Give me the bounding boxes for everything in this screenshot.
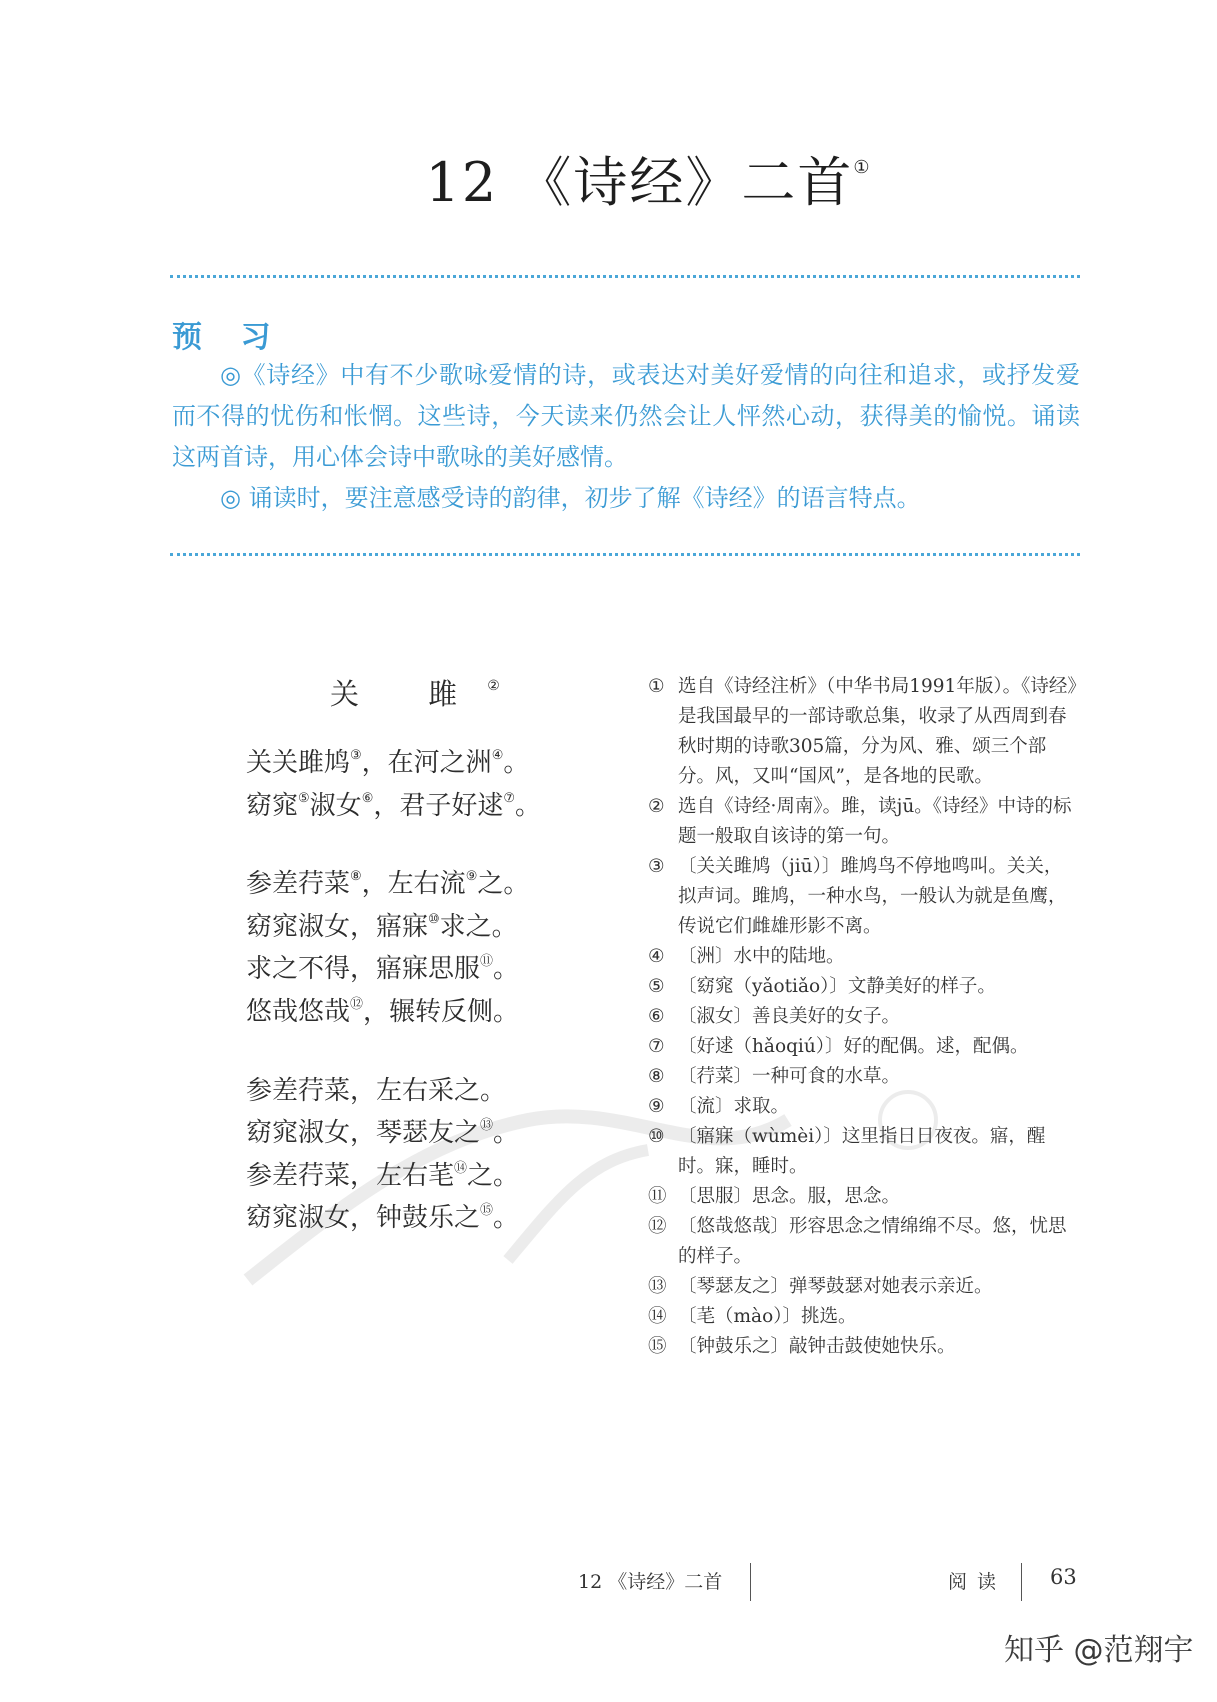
footnote-item xyxy=(648,1272,1080,1302)
poem-text: 窈窕淑女，琴瑟友之 xyxy=(246,1118,481,1148)
poem-note-mark: ⑫ xyxy=(350,997,364,1012)
footnote-text: 〔芼（mào）〕挑选。 xyxy=(678,1306,857,1327)
poem-line xyxy=(246,1112,519,1149)
footnote-text: 〔好逑（hǎoqiú）〕好的配偶。逑，配偶。 xyxy=(678,1036,1029,1057)
footnote-number: ⑪ xyxy=(648,1186,667,1207)
footnote-item xyxy=(648,972,1080,1002)
footnote-text: 〔钟鼓乐之〕敲钟击鼓使她快乐。 xyxy=(678,1336,956,1357)
lesson-title-text: 12 《诗经》二首 xyxy=(425,151,854,214)
poem-line xyxy=(246,991,519,1028)
footer-separator-1 xyxy=(750,1563,751,1601)
footnote-number: ⑭ xyxy=(648,1306,667,1327)
footnote-number: ① xyxy=(648,676,665,697)
footnote-item xyxy=(648,1092,1080,1122)
divider-top xyxy=(170,275,1080,278)
poem-note-mark: ③ xyxy=(350,748,362,763)
footnote-number: ② xyxy=(648,796,665,817)
footnote-text: 〔悠哉悠哉〕形容思念之情绵绵不尽。悠，忧思的样子。 xyxy=(678,1216,1067,1267)
poem-title xyxy=(330,672,500,713)
poem-line xyxy=(246,863,529,900)
poem-text: 窈窕淑女，寤寐 xyxy=(246,912,429,942)
footnote-number: ⑨ xyxy=(648,1096,665,1117)
poem-text: 之。 xyxy=(467,1161,520,1191)
footnote-item xyxy=(648,1032,1080,1062)
footnote-item xyxy=(648,1302,1080,1332)
footnote-item xyxy=(648,1002,1080,1032)
poem-note-mark: ⑭ xyxy=(454,1161,468,1176)
poem-text: 窈窕淑女，钟鼓乐之 xyxy=(246,1203,481,1233)
footnote-item xyxy=(648,1332,1080,1362)
footnote-number: ④ xyxy=(648,946,665,967)
preview-heading: 预 习 xyxy=(172,320,285,355)
poem-line xyxy=(246,1197,519,1234)
footnote-item xyxy=(648,672,1080,792)
footnote-text: 〔琴瑟友之〕弹琴鼓瑟对她表示亲近。 xyxy=(678,1276,993,1297)
footnotes xyxy=(648,672,1080,1362)
poem-line xyxy=(246,742,529,779)
footnote-text: 〔窈窕（yǎotiǎo）〕文静美好的样子。 xyxy=(678,976,996,997)
poem-title-text: 关 雎 xyxy=(330,677,488,711)
poem-note-mark: ④ xyxy=(491,748,504,763)
poem-text: 参差荇菜，左右采之。 xyxy=(246,1076,507,1106)
poem-note-mark: ⑮ xyxy=(480,1203,494,1218)
poem-note-mark: ⑤ xyxy=(298,791,310,806)
footnote-item xyxy=(648,1122,1080,1182)
footnote-number: ⑬ xyxy=(648,1276,667,1297)
footnote-item xyxy=(648,852,1080,942)
footnote-number: ⑤ xyxy=(648,976,665,997)
page-number: 63 xyxy=(1050,1565,1077,1589)
lesson-title xyxy=(0,140,1217,217)
poem-text: ，在河之洲 xyxy=(361,748,492,778)
poem-text: ，左右流 xyxy=(361,869,466,899)
poem-line xyxy=(246,948,519,985)
title-note-mark: ① xyxy=(853,157,872,178)
footnote-text: 〔淑女〕善良美好的女子。 xyxy=(678,1006,901,1027)
poem-text: 。 xyxy=(493,1203,520,1233)
poem-text: 参差荇菜 xyxy=(246,869,351,899)
footnote-number: ⑥ xyxy=(648,1006,665,1027)
footnote-number: ⑮ xyxy=(648,1336,667,1357)
footer-chapter-title: 12 《诗经》二首 xyxy=(578,1571,723,1593)
footnote-text: 〔荇菜〕一种可食的水草。 xyxy=(678,1066,901,1087)
poem-text: 悠哉悠哉 xyxy=(246,997,351,1027)
poem-text: 窈窕 xyxy=(246,791,299,821)
zhihu-watermark: 知乎 @范翔宇 xyxy=(1004,1633,1194,1668)
preview-paragraph-1: ◎《诗经》中有不少歌咏爱情的诗，或表达对美好爱情的向往和追求，或抒发爱而不得的忧伤和怅惘。这些诗，今天读来仍然会让人怦然心动，获得美的愉悦。诵读这两首诗，用心体会诗中歌咏的美好感情。 xyxy=(172,361,1080,471)
footnote-text: 选自《诗经·周南》。雎，读jū。《诗经》中诗的标题一般取自该诗的第一句。 xyxy=(678,796,1072,847)
footnote-number: ⑩ xyxy=(648,1126,665,1147)
footnote-item xyxy=(648,1212,1080,1272)
poem-text: ，辗转反侧。 xyxy=(363,997,520,1027)
poem-note-mark: ⑪ xyxy=(480,954,494,969)
footnote-number: ⑧ xyxy=(648,1066,665,1087)
footnote-item xyxy=(648,942,1080,972)
poem-note-mark: ⑦ xyxy=(503,791,516,806)
poem-text: 。 xyxy=(503,748,530,778)
footnote-text: 〔寤寐（wùmèi）〕这里指日日夜夜。寤，醒时。寐，睡时。 xyxy=(678,1126,1046,1177)
footer-section-name: 阅读 xyxy=(948,1571,1007,1593)
poem-text: 。 xyxy=(493,1118,520,1148)
footnote-text: 〔流〕求取。 xyxy=(678,1096,790,1117)
poem-note-mark: ⑥ xyxy=(361,791,374,806)
poem-line xyxy=(246,1155,519,1192)
poem-line xyxy=(246,906,518,943)
footnote-text: 〔关关雎鸠（jiū）〕雎鸠鸟不停地鸣叫。关关，拟声词。雎鸠，一种水鸟，一般认为就是鱼鹰，传说它们雌雄形影不离。 xyxy=(678,856,1067,937)
footnote-text: 〔洲〕水中的陆地。 xyxy=(678,946,845,967)
footnote-text: 选自《诗经注析》（中华书局1991年版）。《诗经》是我国最早的一部诗歌总集，收录了从西周到春秋时期的诗歌305篇，分为风、雅、颂三个部分。风，又叫“国风”，是各地的民歌。 xyxy=(678,676,1077,787)
poem-text: 淑女 xyxy=(309,791,362,821)
poem-text: 参差荇菜，左右芼 xyxy=(246,1161,455,1191)
footnote-number: ⑫ xyxy=(648,1216,667,1237)
footnote-number: ⑦ xyxy=(648,1036,665,1057)
poem-title-note-mark: ② xyxy=(487,678,500,694)
poem-line xyxy=(246,1070,506,1107)
poem-text: 。 xyxy=(493,954,520,984)
poem-text: ，君子好逑 xyxy=(373,791,504,821)
footnote-text: 〔思服〕思念。服，思念。 xyxy=(678,1186,901,1207)
poem-note-mark: ⑨ xyxy=(465,869,478,884)
poem-note-mark: ⑧ xyxy=(350,869,362,884)
poem-text: 求之。 xyxy=(439,912,518,942)
poem-text: 之。 xyxy=(477,869,530,899)
poem-line xyxy=(246,785,541,822)
poem-text: 求之不得，寤寐思服 xyxy=(246,954,481,984)
footnote-item xyxy=(648,1062,1080,1092)
poem-text: 关关雎鸠 xyxy=(246,748,351,778)
footnote-number: ③ xyxy=(648,856,665,877)
footnote-item xyxy=(648,792,1080,852)
footer-separator-2 xyxy=(1021,1563,1022,1601)
poem-text: 。 xyxy=(515,791,542,821)
poem-note-mark: ⑬ xyxy=(480,1118,494,1133)
preview-paragraph-2: ◎ 诵读时，要注意感受诗的韵律，初步了解《诗经》的语言特点。 xyxy=(220,484,921,512)
divider-bottom xyxy=(170,553,1080,556)
footnote-item xyxy=(648,1182,1080,1212)
poem-note-mark: ⑩ xyxy=(428,912,440,927)
